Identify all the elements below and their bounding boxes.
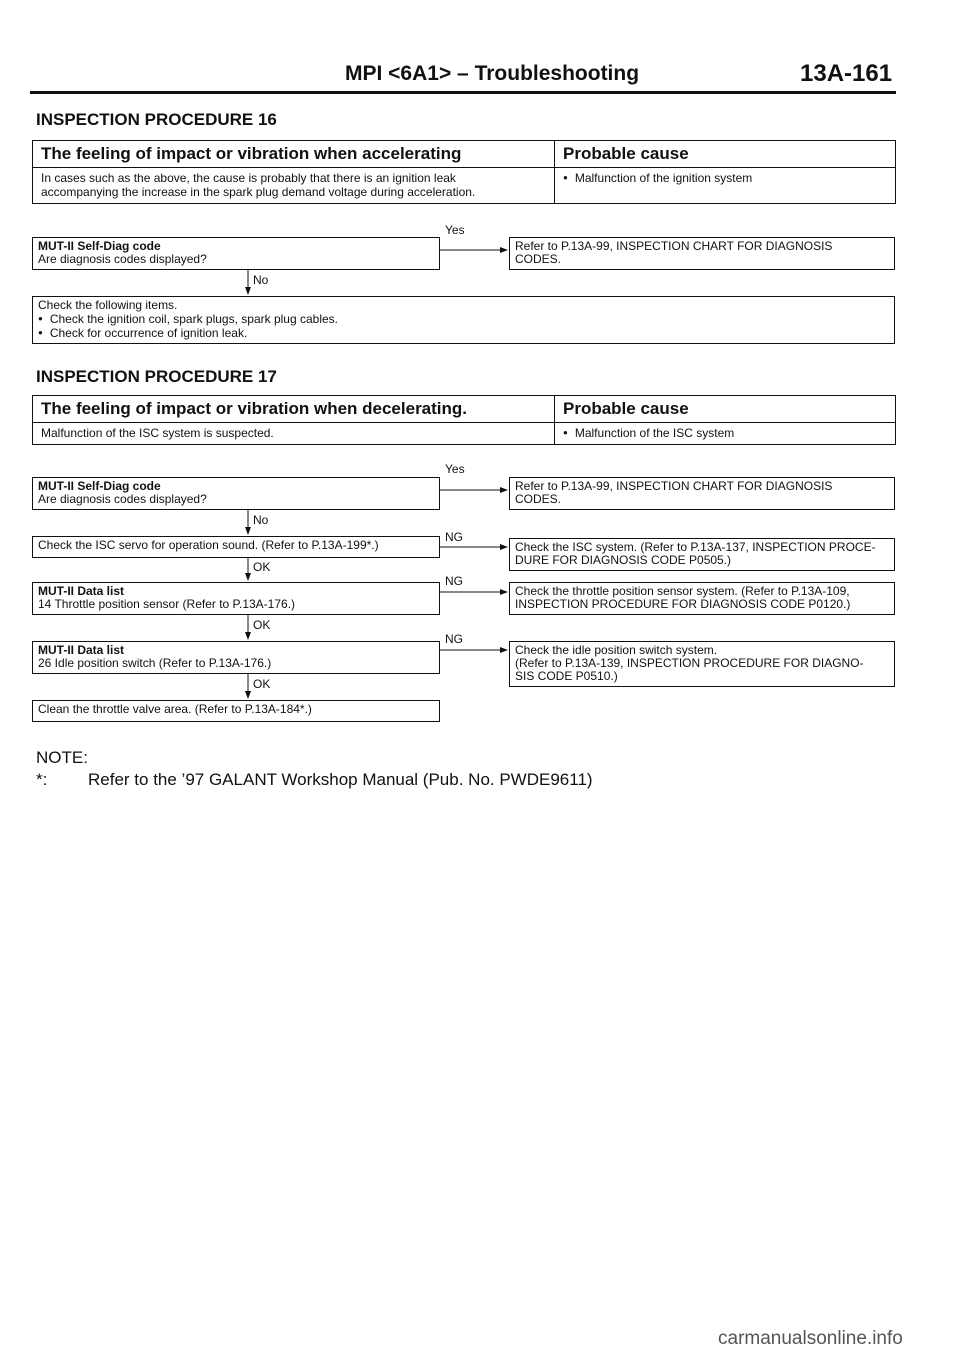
p17-isc-system-box: Check the ISC system. (Refer to P.13A-137, INSPECTION PROCE- DURE FOR DIAGNOSIS CODE P0505.) [509, 538, 895, 571]
symptom-header: The feeling of impact or vibration when accelerating [33, 141, 555, 168]
page-title: MPI <6A1> – Troubleshooting [345, 62, 640, 85]
note-marker: *: [36, 770, 48, 789]
p16-yes-label: Yes [445, 223, 465, 237]
note-text: Refer to the ’97 GALANT Workshop Manual (Pub. No. PWDE9611) [88, 770, 593, 789]
procedure-16-heading: INSPECTION PROCEDURE 16 [36, 110, 277, 129]
page-number: 13A-161 [800, 60, 893, 87]
p17-step-isc-servo: Check the ISC servo for operation sound. (Refer to P.13A-199*.) [32, 536, 440, 558]
p17-ok-label-1: OK [253, 560, 271, 574]
probable-cause: ● Malfunction of the ISC system [555, 423, 895, 444]
cause-header: Probable cause [555, 141, 895, 168]
p17-yes-label: Yes [445, 462, 465, 476]
p17-ng-label-1: NG [445, 530, 463, 544]
watermark: carmanualsonline.info [718, 1328, 903, 1349]
p17-step-self-diag: MUT-II Self-Diag code Are diagnosis codes displayed? [32, 477, 440, 510]
symptom-description: In cases such as the above, the cause is probably that there is an ignition leak accompanying the increase in the spark plug demand voltage during acceleration. [33, 168, 555, 203]
p16-step-self-diag: MUT-II Self-Diag code Are diagnosis codes displayed? [32, 237, 440, 270]
p17-step-idle-switch: MUT-II Data list 26 Idle position switch (Refer to P.13A-176.) [32, 641, 440, 674]
note-title: NOTE: [36, 748, 88, 767]
p17-step-tps: MUT-II Data list 14 Throttle position sensor (Refer to P.13A-176.) [32, 582, 440, 615]
p17-ng-label-3: NG [445, 632, 463, 646]
p17-ok-label-3: OK [253, 677, 271, 691]
p17-idle-system-box: Check the idle position switch system. (Refer to P.13A-139, INSPECTION PROCEDURE FOR DIAGNO- SIS CODE P0510.) [509, 641, 895, 687]
symptom-header: The feeling of impact or vibration when decelerating. [33, 396, 555, 423]
p16-refer-box: Refer to P.13A-99, INSPECTION CHART FOR DIAGNOSIS CODES. [509, 237, 895, 270]
symptom-description: Malfunction of the ISC system is suspected. [33, 423, 555, 444]
cause-header: Probable cause [555, 396, 895, 423]
p16-no-label: No [253, 273, 269, 287]
p16-check-items: Check the following items. ● Check the ignition coil, spark plugs, spark plug cables. ● Check for occurrence of ignition leak. [32, 296, 895, 344]
p17-ng-label-2: NG [445, 574, 463, 588]
p17-step-clean-throttle: Clean the throttle valve area. (Refer to P.13A-184*.) [32, 700, 440, 722]
p17-no-label: No [253, 513, 269, 527]
p17-ok-label-2: OK [253, 618, 271, 632]
p17-refer-box: Refer to P.13A-99, INSPECTION CHART FOR DIAGNOSIS CODES. [509, 477, 895, 510]
probable-cause: ● Malfunction of the ignition system [555, 168, 895, 203]
p17-tps-system-box: Check the throttle position sensor system. (Refer to P.13A-109, INSPECTION PROCEDURE FOR DIAGNOSIS CODE P0120.) [509, 582, 895, 615]
procedure-17-heading: INSPECTION PROCEDURE 17 [36, 367, 277, 386]
